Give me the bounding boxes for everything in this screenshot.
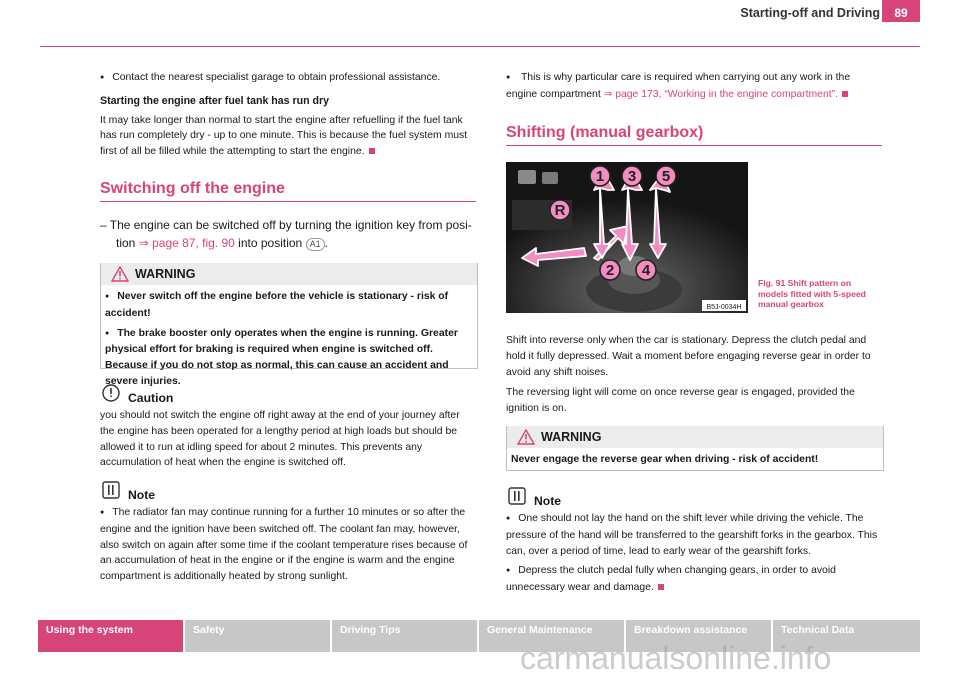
warning-item: ● The brake booster only operates when the engine is running. Greater physical effort for braking is required when engine is switched off. Because if you do not stop as normal, this can cause an accident and severe injuries. xyxy=(105,326,473,390)
position-a1-badge: A1 xyxy=(306,238,325,251)
note-item: ● The radiator fan may continue running for a further 10 minutes or so after the engine and the ignition have been switched off. The coolant fan may, however, also switch on again after some time if the coolant temperature rises because of an accumulation of heat in the engine or if the engine is warm and the engine compartment is additionally heated by strong sunlight. xyxy=(100,505,476,585)
gear-label-4: 4 xyxy=(641,262,651,279)
note-item: ● One should not lay the hand on the shift lever while driving the vehicle. The pressure of the hand will be transferred to the gearshift forks in the gearbox. This can, over a period of time, lead to early wear of the gearshift forks. xyxy=(506,511,882,559)
warning-item: ● Never switch off the engine before the vehicle is stationary - risk of accident! xyxy=(105,289,473,322)
fuel-heading: Starting the engine after fuel tank has run dry xyxy=(100,94,329,107)
bullet-engine-compartment: ● This is why particular care is required when carrying out any work in the engine compartment ⇒ page 173, “Working in the engine compartment”. xyxy=(506,70,882,103)
shift-paragraph-2: The reversing light will come on once reverse gear is engaged, provided the ignition is on. xyxy=(506,387,855,415)
page-number: 89 xyxy=(882,0,920,22)
footer-tab-breakdown-assistance[interactable]: Breakdown assistance xyxy=(626,620,771,652)
end-marker xyxy=(369,148,375,154)
fuel-paragraph: It may take longer than normal to start the engine after refuelling if the fuel tank has run completely dry - up to one minute. This is because the fuel system must first of all be filled while the attempting to start the engine. xyxy=(100,114,468,158)
gear-label-2: 2 xyxy=(605,262,615,279)
shift-pattern-figure xyxy=(506,162,748,313)
footer-tab-general-maintenance[interactable]: General Maintenance xyxy=(479,620,624,652)
pedal xyxy=(518,170,536,184)
page-link-87[interactable]: ⇒ page 87, fig. 90 xyxy=(138,236,235,250)
note-block-right xyxy=(506,487,882,596)
gear-label-3: 3 xyxy=(627,168,637,185)
note-icon xyxy=(102,481,120,499)
end-marker xyxy=(658,584,664,590)
note-block-left xyxy=(100,481,476,585)
gear-label-r: R xyxy=(554,202,566,219)
warning-header: WARNING xyxy=(101,263,477,285)
left-column xyxy=(100,70,476,160)
page-link-173[interactable]: ⇒ page 173, “Working in the engine compartment”. xyxy=(603,88,838,100)
shift-paragraph-1: Shift into reverse only when the car is stationary. Depress the clutch pedal and hold it fully depressed. Wait a moment before engaging reverse gear in order to avoid any shift noises. xyxy=(506,335,871,378)
warning-triangle-icon xyxy=(111,266,129,282)
warning-header: WARNING xyxy=(507,426,883,448)
switch-instruction: – The engine can be switched off by turning the ignition key from posi- tion ⇒ page 87, fig. 90 into position A1 . xyxy=(100,218,472,250)
pedal xyxy=(542,172,558,184)
warning-triangle-icon xyxy=(517,429,535,445)
figure-caption: Fig. 91 Shift pattern on models fitted with 5-speed manual gearbox xyxy=(758,278,866,310)
note-title: Note xyxy=(128,488,156,502)
gear-label-1: 1 xyxy=(595,168,605,185)
page-header-title: Starting-off and Driving xyxy=(740,6,880,20)
end-marker xyxy=(842,91,848,97)
warning-box-engine xyxy=(100,263,478,387)
warning-box-reverse xyxy=(506,426,884,471)
note-icon xyxy=(508,487,526,505)
section-title-switching-off: Switching off the engine xyxy=(100,180,285,197)
right-column-top xyxy=(506,70,882,103)
warning-text: Never engage the reverse gear when driving - risk of accident! xyxy=(511,454,819,465)
watermark: carmanualsonline.info xyxy=(520,640,832,676)
caution-block xyxy=(100,384,476,471)
shifting-text xyxy=(506,333,882,417)
figure-code: B5J-0034H xyxy=(706,304,742,311)
section-rule xyxy=(100,201,476,202)
bullet-specialist-garage: ● Contact the nearest specialist garage to obtain professional assistance. xyxy=(100,70,476,87)
footer-tab-safety[interactable]: Safety xyxy=(185,620,330,652)
caution-icon xyxy=(102,384,120,402)
note-title: Note xyxy=(534,494,562,508)
footer-tab-technical-data[interactable]: Technical Data xyxy=(773,620,920,652)
caution-text: you should not switch the engine off right away at the end of your journey after the engine has been operated for a lengthy period at high loads but should be allowed it to run at idling speed for about 2 minutes. This prevents any accumulation of heat when the engine is switched off. xyxy=(100,410,460,469)
shift-pattern-illustration xyxy=(506,162,748,313)
note-item: ● Depress the clutch pedal fully when changing gears, in order to avoid unnecessary wear and damage. xyxy=(506,563,882,596)
section-title-shifting: Shifting (manual gearbox) xyxy=(506,124,704,141)
gear-label-5: 5 xyxy=(661,168,671,185)
footer-tab-driving-tips[interactable]: Driving Tips xyxy=(332,620,477,652)
caution-title: Caution xyxy=(128,391,174,405)
section-rule xyxy=(506,145,882,146)
header-rule xyxy=(40,46,920,47)
footer-tab-using-system[interactable]: Using the system xyxy=(38,620,183,652)
